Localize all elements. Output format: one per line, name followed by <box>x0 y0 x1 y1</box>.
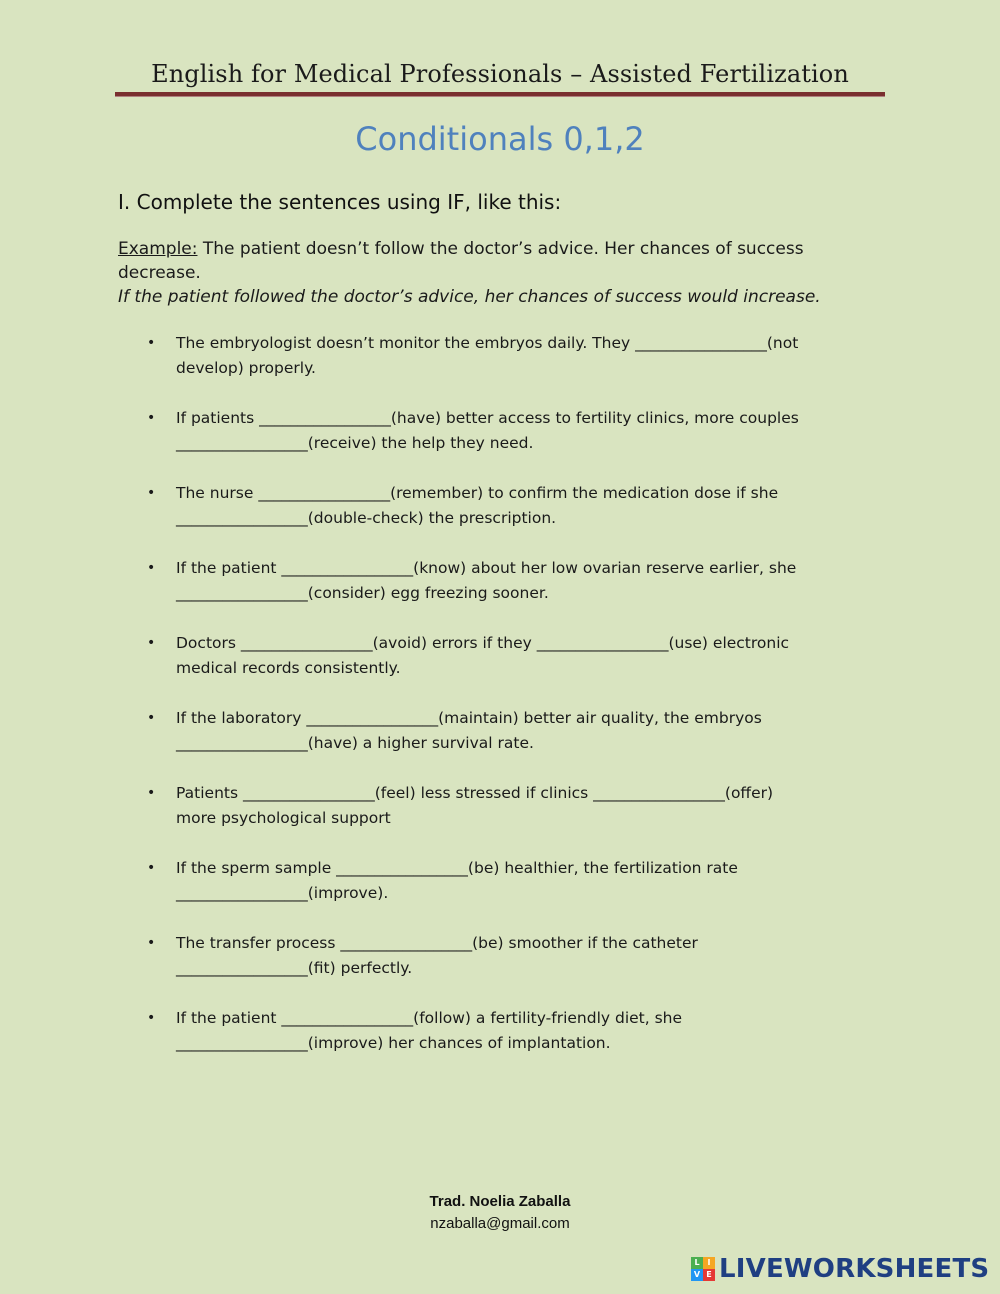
exercise-line: Doctors _________________(avoid) errors if they _________________(use) electronic <box>176 634 790 652</box>
exercise-item <box>147 481 867 556</box>
bullet-icon: • <box>147 560 156 576</box>
bullet-icon: • <box>147 1010 156 1026</box>
exercise-line: _________________(fit) perfectly. <box>176 959 413 977</box>
logo-mark-letter: V <box>691 1269 703 1281</box>
translator-name: Trad. Noelia Zaballa <box>429 1193 571 1210</box>
exercise-item <box>147 556 867 631</box>
liveworksheets-logo-text: LIVEWORKSHEETS <box>719 1254 990 1284</box>
document-header-title: English for Medical Professionals – Assisted Fertilization <box>151 60 849 88</box>
exercise-line: _________________(improve). <box>176 884 389 902</box>
logo-mark-letter: L <box>691 1257 703 1269</box>
exercise-line: The transfer process _________________(be) smoother if the catheter <box>176 934 698 952</box>
exercise-item <box>147 706 867 781</box>
exercise-line: _________________(receive) the help they need. <box>176 434 534 452</box>
liveworksheets-logo[interactable] <box>691 1252 989 1286</box>
example-block <box>118 237 838 309</box>
bullet-icon: • <box>147 335 156 351</box>
page-title: Conditionals 0,1,2 <box>355 120 645 158</box>
exercise-item <box>147 406 867 481</box>
exercise-line: _________________(double-check) the prescription. <box>176 509 557 527</box>
logo-mark-letter: I <box>703 1257 715 1269</box>
exercise-line: more psychological support <box>176 809 391 827</box>
liveworksheets-logo-icon <box>691 1257 715 1281</box>
header-divider <box>115 92 885 97</box>
exercise-item <box>147 781 867 856</box>
example-answer: If the patient followed the doctor’s advice, her chances of success would increase. <box>118 287 821 307</box>
example-label: Example: <box>118 239 198 259</box>
bullet-icon: • <box>147 785 156 801</box>
exercise-line: develop) properly. <box>176 359 316 377</box>
exercise-item <box>147 331 867 406</box>
exercise-line: If the patient _________________(follow) a fertility-friendly diet, she <box>176 1009 683 1027</box>
exercise-line: The embryologist doesn’t monitor the embryos daily. They _________________(not <box>176 334 799 352</box>
exercise-line: Patients _________________(feel) less stressed if clinics _________________(offer) <box>176 784 774 802</box>
exercise-line: If patients _________________(have) better access to fertility clinics, more couples <box>176 409 799 427</box>
bullet-icon: • <box>147 485 156 501</box>
example-sentence: The patient doesn’t follow the doctor’s advice. Her chances of success decrease. <box>118 239 804 283</box>
exercise-line: The nurse _________________(remember) to confirm the medication dose if she <box>176 484 779 502</box>
exercise-item <box>147 631 867 706</box>
exercise-line: _________________(consider) egg freezing sooner. <box>176 584 549 602</box>
bullet-icon: • <box>147 860 156 876</box>
exercise-line: _________________(have) a higher survival rate. <box>176 734 534 752</box>
section-heading: I. Complete the sentences using IF, like this: <box>118 190 562 214</box>
exercise-line: _________________(improve) her chances of implantation. <box>176 1034 611 1052</box>
logo-mark-letter: E <box>703 1269 715 1281</box>
exercise-line: If the patient _________________(know) about her low ovarian reserve earlier, she <box>176 559 797 577</box>
translator-email: nzaballa@gmail.com <box>430 1215 570 1232</box>
exercise-line: If the laboratory _________________(maintain) better air quality, the embryos <box>176 709 762 727</box>
exercise-list <box>147 331 867 1081</box>
bullet-icon: • <box>147 710 156 726</box>
exercise-line: medical records consistently. <box>176 659 401 677</box>
bullet-icon: • <box>147 410 156 426</box>
bullet-icon: • <box>147 935 156 951</box>
exercise-item <box>147 931 867 1006</box>
bullet-icon: • <box>147 635 156 651</box>
exercise-item <box>147 1006 867 1081</box>
exercise-line: If the sperm sample _________________(be) healthier, the fertilization rate <box>176 859 738 877</box>
exercise-item <box>147 856 867 931</box>
